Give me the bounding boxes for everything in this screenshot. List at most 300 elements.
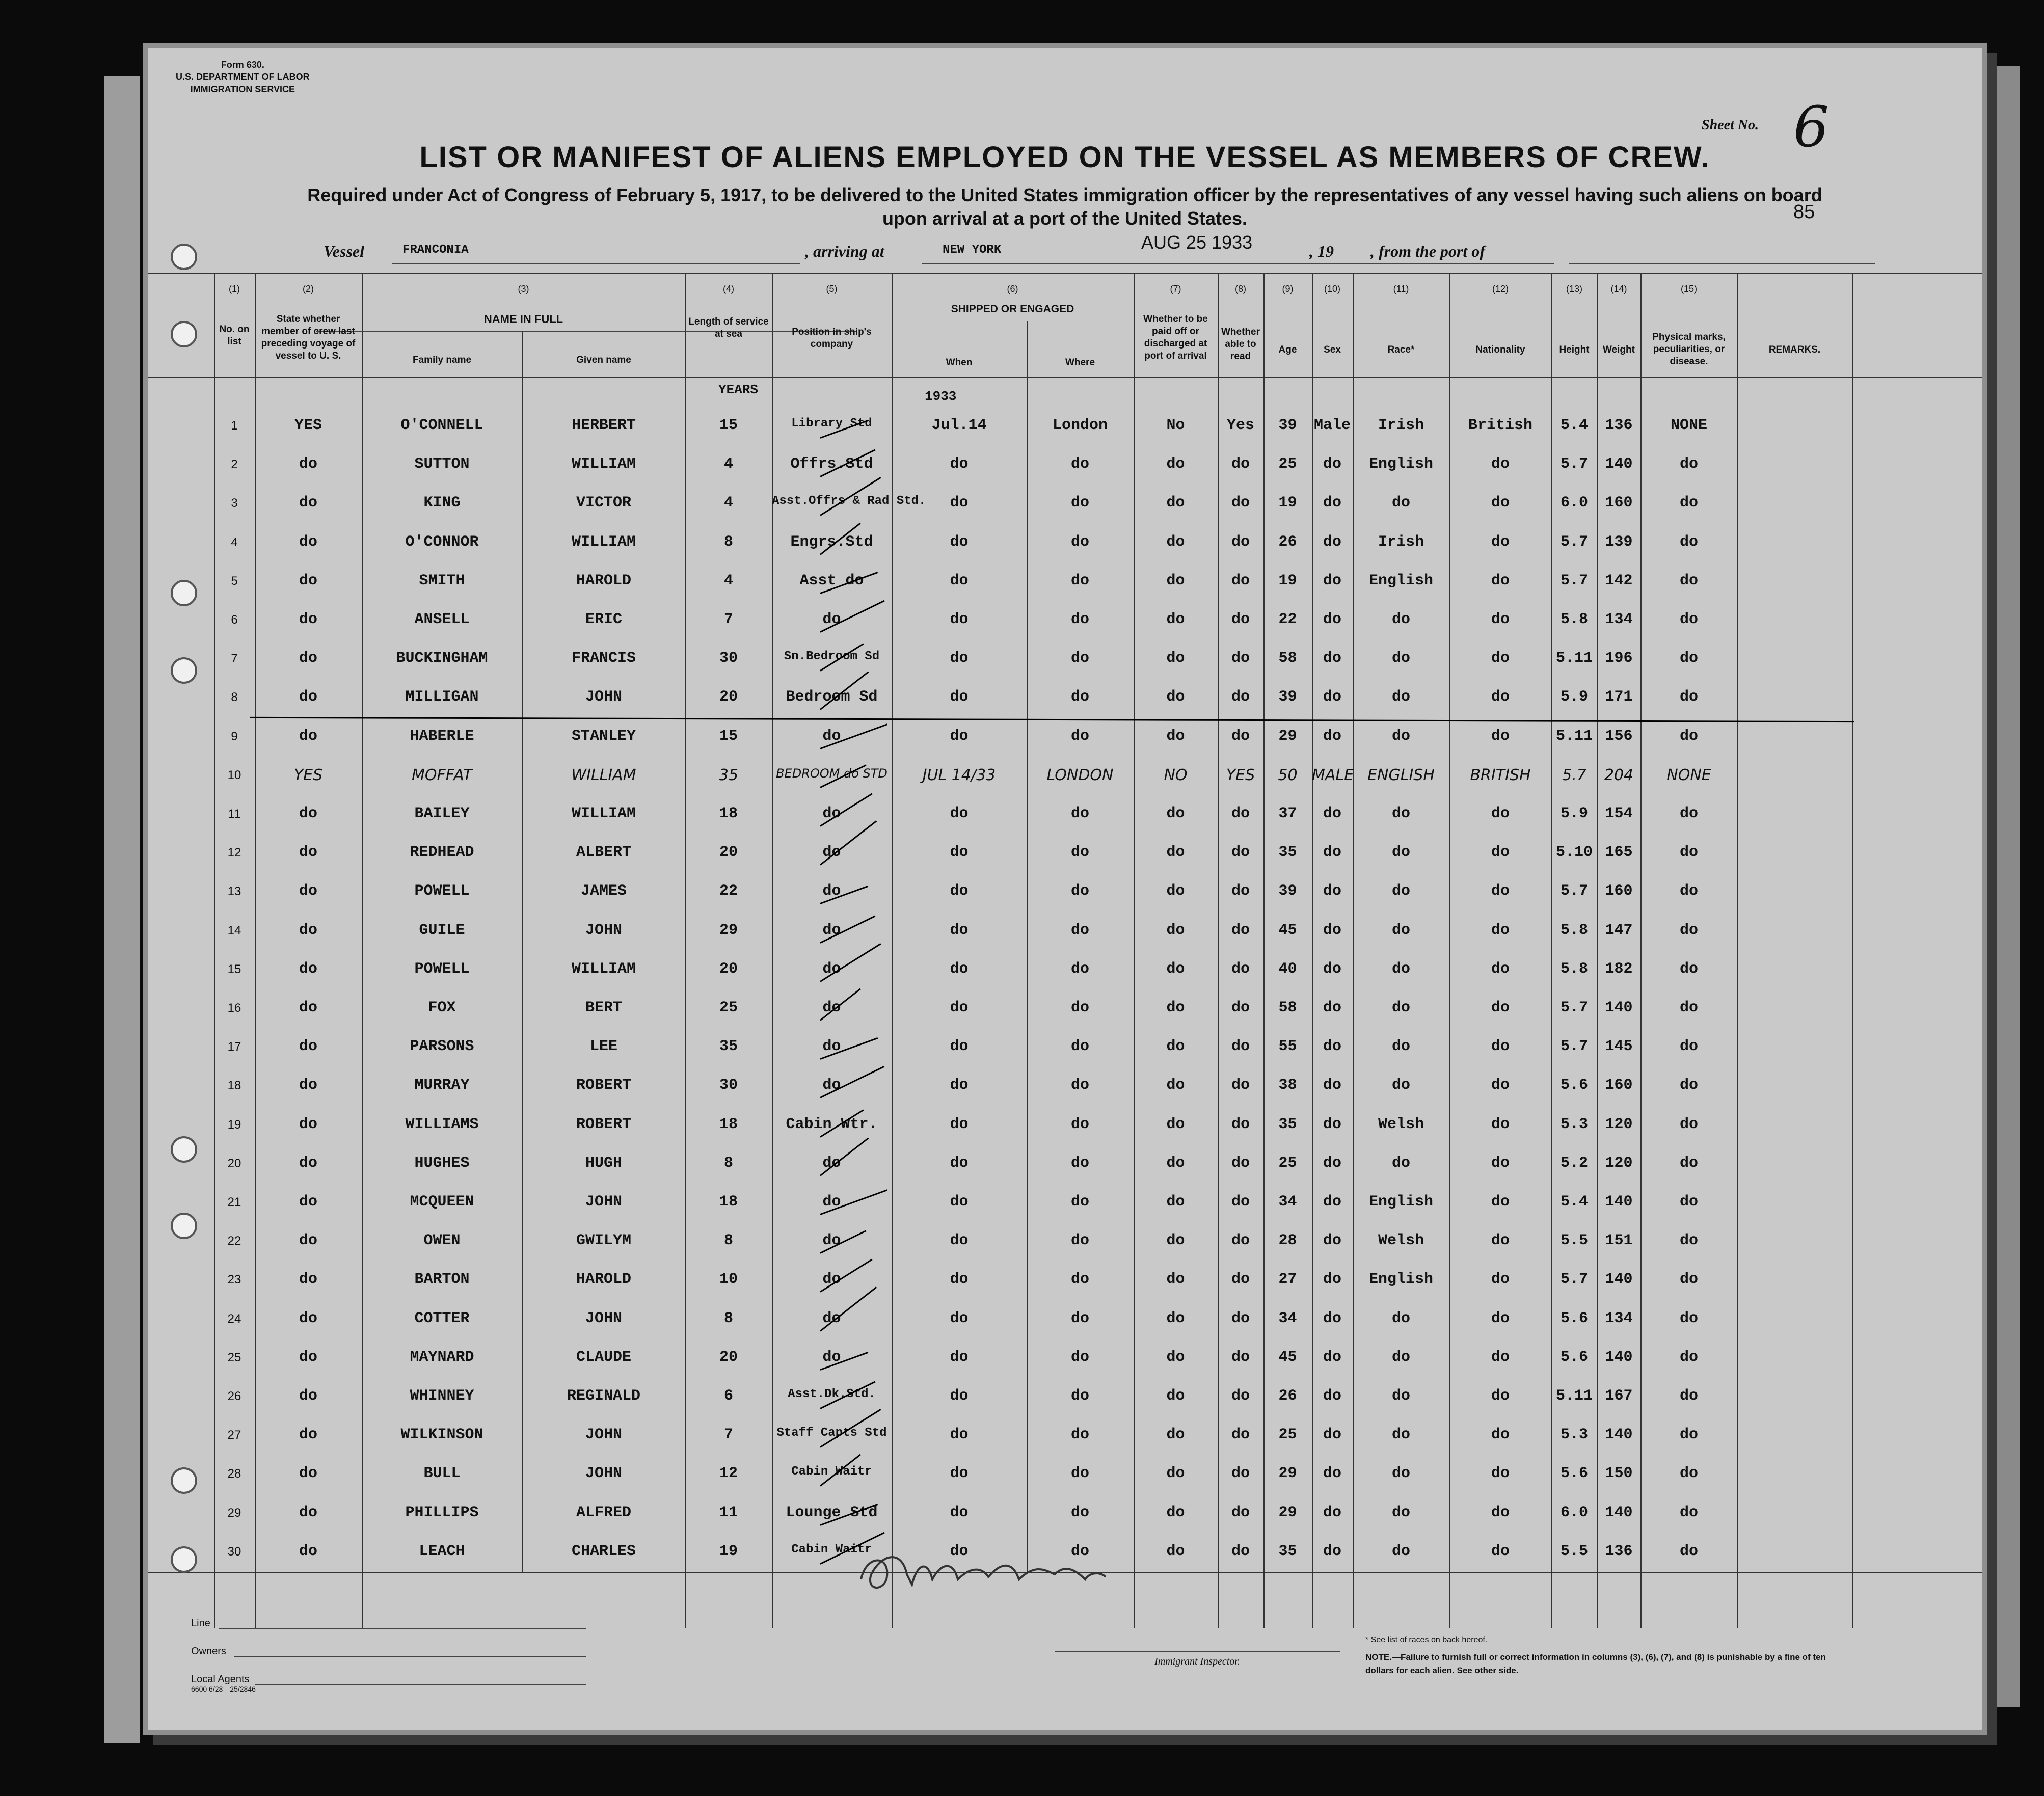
header-paid-off: Whether to be paid off or discharged at port of arrival xyxy=(1143,314,1208,361)
cell-weight: 140 xyxy=(1605,455,1633,473)
table-row xyxy=(148,1145,1982,1184)
cell-length: 18 xyxy=(719,805,738,822)
cell-read: do xyxy=(1231,921,1250,939)
cell-where: do xyxy=(1070,494,1089,512)
table-row xyxy=(148,835,1982,873)
cell-no: 30 xyxy=(227,1544,241,1559)
cell-marks: do xyxy=(1679,455,1698,473)
cell-family: BAILEY xyxy=(414,805,470,822)
cell-paid: do xyxy=(1166,455,1185,473)
cell-where: do xyxy=(1070,1387,1089,1405)
cell-where: do xyxy=(1070,921,1089,939)
table-row xyxy=(148,718,1982,757)
cell-no: 4 xyxy=(231,535,238,549)
cell-sex: do xyxy=(1323,1542,1341,1560)
table-row xyxy=(148,873,1982,912)
cell-family: POWELL xyxy=(414,960,470,978)
cell-given: BERT xyxy=(585,999,622,1016)
cell-given: LEE xyxy=(589,1038,617,1056)
cell-sex: do xyxy=(1323,882,1341,900)
cell-nat: do xyxy=(1491,1465,1510,1483)
cell-nat: do xyxy=(1491,1193,1510,1211)
cell-no: 7 xyxy=(231,652,238,666)
cell-no: 16 xyxy=(227,1001,241,1015)
cell-race: English xyxy=(1368,455,1434,473)
cell-nat: do xyxy=(1491,611,1510,628)
cell-weight: 120 xyxy=(1605,1154,1633,1172)
cell-read: do xyxy=(1231,688,1250,706)
cell-sex: do xyxy=(1323,1193,1341,1211)
cell-when: do xyxy=(950,1309,969,1327)
cell-nat: do xyxy=(1491,960,1510,978)
cell-nat: do xyxy=(1491,805,1510,822)
cell-position: Cabin Waitr xyxy=(791,1465,872,1479)
cell-weight: 140 xyxy=(1605,1504,1633,1521)
cell-paid: do xyxy=(1166,688,1185,706)
cell-where: LONDON xyxy=(1046,766,1114,784)
cell-race: do xyxy=(1391,1077,1410,1094)
cell-marks: do xyxy=(1679,1504,1698,1521)
cell-age: 38 xyxy=(1278,1077,1297,1094)
cell-read: do xyxy=(1231,1465,1250,1483)
cell-state: do xyxy=(299,1465,317,1483)
cell-age: 55 xyxy=(1278,1038,1297,1056)
cell-height: 5.10 xyxy=(1555,844,1593,862)
cell-race: do xyxy=(1391,1426,1410,1444)
cell-length: 20 xyxy=(719,1348,738,1366)
cell-family: WILLIAMS xyxy=(405,1115,479,1133)
footer-agents-rule xyxy=(255,1684,586,1685)
cell-race: Welsh xyxy=(1378,1115,1424,1133)
cell-age: 39 xyxy=(1278,417,1297,434)
cell-where: do xyxy=(1070,455,1089,473)
colnum-4: (4) xyxy=(723,284,734,294)
cell-height: 5.6 xyxy=(1560,1348,1588,1366)
cell-no: 11 xyxy=(228,807,241,821)
cell-no: 2 xyxy=(231,458,238,472)
binder-hole xyxy=(171,1467,197,1494)
cell-given: HERBERT xyxy=(571,417,636,434)
cell-where: do xyxy=(1070,1077,1089,1094)
cell-paid: do xyxy=(1166,533,1185,551)
cell-when: JUL 14/33 xyxy=(922,766,996,784)
cell-where: London xyxy=(1052,417,1108,434)
cell-race: do xyxy=(1391,1504,1410,1521)
cell-family: MCQUEEN xyxy=(410,1193,474,1211)
cell-marks: do xyxy=(1679,1232,1698,1250)
cell-when: do xyxy=(950,1232,969,1250)
colnum-7: (7) xyxy=(1170,284,1181,294)
table-row xyxy=(148,524,1982,562)
cell-length: 30 xyxy=(719,650,738,667)
cell-position: do xyxy=(822,844,841,862)
cell-read: do xyxy=(1231,882,1250,900)
cell-race: do xyxy=(1391,688,1410,706)
cell-read: do xyxy=(1231,1193,1250,1211)
cell-given: WILLIAM xyxy=(571,533,636,551)
cell-position: do xyxy=(822,921,841,939)
cell-height: 5.3 xyxy=(1560,1426,1588,1444)
cell-sex: do xyxy=(1323,1426,1341,1444)
cell-age: 39 xyxy=(1278,688,1297,706)
table-row xyxy=(148,640,1982,679)
cell-length: 35 xyxy=(718,766,739,784)
cell-no: 17 xyxy=(227,1040,241,1054)
cell-nat: do xyxy=(1491,882,1510,900)
colnum-3: (3) xyxy=(518,284,529,294)
cell-weight: 145 xyxy=(1605,1038,1633,1056)
cell-read: Yes xyxy=(1226,417,1254,434)
cell-marks: do xyxy=(1679,1465,1698,1483)
form-number: Form 630. xyxy=(221,60,264,70)
cell-sex: do xyxy=(1323,1271,1341,1289)
cell-paid: do xyxy=(1166,650,1185,667)
cell-race: do xyxy=(1391,1154,1410,1172)
cell-read: do xyxy=(1231,650,1250,667)
cell-race: do xyxy=(1391,650,1410,667)
cell-length: 6 xyxy=(723,1387,733,1405)
cell-where: do xyxy=(1070,844,1089,862)
cell-nat: do xyxy=(1491,533,1510,551)
cell-family: COTTER xyxy=(414,1309,470,1327)
cell-marks: do xyxy=(1679,1426,1698,1444)
table-row xyxy=(148,913,1982,951)
cell-given: WILLIAM xyxy=(571,766,636,784)
cell-marks: do xyxy=(1679,1348,1698,1366)
cell-race: English xyxy=(1368,1271,1434,1289)
cell-no: 15 xyxy=(227,962,241,976)
cell-nat: do xyxy=(1491,727,1510,745)
inspector-signature xyxy=(851,1544,1116,1600)
cell-no: 19 xyxy=(227,1117,241,1132)
header-given-name: Given name xyxy=(576,355,631,365)
cell-length: 19 xyxy=(719,1542,738,1560)
cell-state: do xyxy=(299,1309,317,1327)
cell-race: do xyxy=(1391,1038,1410,1056)
cell-nat: do xyxy=(1491,1038,1510,1056)
cell-family: BUCKINGHAM xyxy=(396,650,488,667)
cell-family: SUTTON xyxy=(414,455,470,473)
cell-length: 20 xyxy=(719,688,738,706)
cell-nat: do xyxy=(1491,1154,1510,1172)
cell-length: 4 xyxy=(723,494,733,512)
cell-length: 20 xyxy=(719,960,738,978)
cell-given: ROBERT xyxy=(576,1077,632,1094)
cell-race: ENGLISH xyxy=(1367,766,1435,784)
cell-given: WILLIAM xyxy=(571,960,636,978)
cell-given: ALBERT xyxy=(576,844,632,862)
cell-given: ERIC xyxy=(585,611,622,628)
cell-weight: 165 xyxy=(1605,844,1633,862)
cell-no: 14 xyxy=(227,923,241,937)
cell-state: do xyxy=(299,572,317,589)
table-row xyxy=(148,1301,1982,1339)
cell-no: 1 xyxy=(231,419,238,433)
cell-read: do xyxy=(1231,805,1250,822)
table-row xyxy=(148,679,1982,717)
cell-age: 58 xyxy=(1278,999,1297,1016)
cell-state: do xyxy=(299,960,317,978)
cell-no: 22 xyxy=(227,1234,241,1248)
cell-when: do xyxy=(950,688,969,706)
cell-weight: 136 xyxy=(1605,1542,1633,1560)
binder-hole xyxy=(171,321,197,347)
header-shipped-engaged: SHIPPED OR ENGAGED xyxy=(951,303,1074,315)
header-read: Whether able to read xyxy=(1221,327,1260,362)
table-row xyxy=(148,1184,1982,1222)
cell-marks: do xyxy=(1679,1271,1698,1289)
cell-family: MURRAY xyxy=(414,1077,470,1094)
cell-when: do xyxy=(950,533,969,551)
manifest-sheet xyxy=(148,48,1982,1730)
footer-owners-label: Owners xyxy=(191,1646,226,1657)
port-underline xyxy=(922,263,1554,264)
cell-nat: do xyxy=(1491,844,1510,862)
cell-height: 5.4 xyxy=(1560,417,1588,434)
cell-given: HUGH xyxy=(585,1154,622,1172)
cell-state: YES xyxy=(294,417,322,434)
cell-when: do xyxy=(950,882,969,900)
cell-height: 5.8 xyxy=(1560,611,1588,628)
cell-state: do xyxy=(299,1387,317,1405)
cell-nat: do xyxy=(1491,1077,1510,1094)
cell-no: 29 xyxy=(227,1506,241,1520)
cell-race: do xyxy=(1391,882,1410,900)
cell-paid: do xyxy=(1166,1115,1185,1133)
cell-where: do xyxy=(1070,1154,1089,1172)
cell-weight: 139 xyxy=(1605,533,1633,551)
cell-age: 35 xyxy=(1278,1115,1297,1133)
cell-length: 12 xyxy=(719,1465,738,1483)
cell-height: 5.6 xyxy=(1560,1309,1588,1327)
cell-sex: do xyxy=(1323,1077,1341,1094)
cell-height: 5.8 xyxy=(1560,921,1588,939)
penalty-note: NOTE.—Failure to furnish full or correct information in columns (3), (6), (7), and (8) is punishable by a fine of ten dollars for each alien. See other side. xyxy=(1365,1652,1826,1675)
cell-marks: do xyxy=(1679,999,1698,1016)
table-row xyxy=(148,1417,1982,1455)
year-1933: 1933 xyxy=(925,389,957,404)
cell-position: do xyxy=(822,727,841,745)
cell-age: 28 xyxy=(1278,1232,1297,1250)
cell-no: 18 xyxy=(227,1079,241,1093)
cell-height: 5.7 xyxy=(1560,882,1588,900)
cell-where: do xyxy=(1070,999,1089,1016)
table-row xyxy=(148,602,1982,640)
header-age: Age xyxy=(1278,344,1297,355)
cell-sex: do xyxy=(1323,1348,1341,1366)
cell-weight: 156 xyxy=(1605,727,1633,745)
cell-where: do xyxy=(1070,572,1089,589)
table-row xyxy=(148,990,1982,1028)
cell-when: do xyxy=(950,455,969,473)
cell-weight: 204 xyxy=(1604,766,1634,784)
binder-hole xyxy=(171,1213,197,1239)
cell-when: do xyxy=(950,1077,969,1094)
cell-height: 5.4 xyxy=(1560,1193,1588,1211)
cell-paid: do xyxy=(1166,1077,1185,1094)
cell-sex: do xyxy=(1323,650,1341,667)
cell-sex: do xyxy=(1323,1504,1341,1521)
inspector-rule xyxy=(1055,1651,1340,1652)
header-height: Height xyxy=(1559,344,1590,355)
cell-paid: do xyxy=(1166,1309,1185,1327)
cell-length: 29 xyxy=(719,921,738,939)
cell-marks: do xyxy=(1679,921,1698,939)
cell-given: HAROLD xyxy=(576,572,632,589)
cell-height: 5.9 xyxy=(1560,688,1588,706)
cell-state: do xyxy=(299,921,317,939)
cell-paid: do xyxy=(1166,572,1185,589)
cell-position: do xyxy=(822,1348,841,1366)
table-row xyxy=(148,951,1982,989)
cell-given: JOHN xyxy=(585,921,622,939)
header-no: No. on list xyxy=(219,324,250,347)
sheet-label: Sheet No. xyxy=(1702,117,1759,133)
cell-sex: Male xyxy=(1313,417,1351,434)
cell-no: 6 xyxy=(231,613,238,627)
footer-line-rule xyxy=(219,1628,586,1629)
cell-height: 5.2 xyxy=(1560,1154,1588,1172)
cell-race: Irish xyxy=(1378,417,1424,434)
cell-position: Sn.Bedroom Sd xyxy=(784,650,880,664)
cell-sex: do xyxy=(1323,805,1341,822)
cell-race: do xyxy=(1391,1542,1410,1560)
cell-position: do xyxy=(822,611,841,628)
table-row xyxy=(148,446,1982,485)
table-row xyxy=(148,563,1982,601)
cell-given: JOHN xyxy=(585,1465,622,1483)
cell-position: do xyxy=(822,1271,841,1289)
cell-when: do xyxy=(950,999,969,1016)
header-length-of-service: Length of service at sea xyxy=(688,316,769,339)
cell-weight: 142 xyxy=(1605,572,1633,589)
cell-position: do xyxy=(822,1193,841,1211)
table-row xyxy=(148,485,1982,523)
table-row xyxy=(148,1456,1982,1494)
colnum-11: (11) xyxy=(1393,284,1409,294)
cell-race: do xyxy=(1391,1348,1410,1366)
cell-when: do xyxy=(950,921,969,939)
cell-no: 12 xyxy=(227,846,241,860)
cell-sex: do xyxy=(1323,688,1341,706)
cell-position: Lounge Std xyxy=(786,1504,878,1521)
cell-state: do xyxy=(299,688,317,706)
cell-height: 5.7 xyxy=(1560,1271,1588,1289)
cell-age: 50 xyxy=(1278,766,1298,784)
cell-where: do xyxy=(1070,960,1089,978)
cell-age: 29 xyxy=(1278,1504,1297,1521)
cell-age: 45 xyxy=(1278,921,1297,939)
cell-height: 5.11 xyxy=(1555,650,1593,667)
colnum-5: (5) xyxy=(826,284,838,294)
cell-where: do xyxy=(1070,1232,1089,1250)
cell-sex: do xyxy=(1323,572,1341,589)
cell-race: Welsh xyxy=(1378,1232,1424,1250)
cell-marks: do xyxy=(1679,727,1698,745)
header-position: Position in ship's company xyxy=(792,327,872,350)
header-family-name: Family name xyxy=(412,355,472,365)
cell-nat: do xyxy=(1491,1115,1510,1133)
table-row xyxy=(148,1262,1982,1300)
cell-no: 27 xyxy=(227,1428,241,1442)
cell-race: English xyxy=(1368,572,1434,589)
cell-given: JAMES xyxy=(580,882,627,900)
cell-age: 29 xyxy=(1278,727,1297,745)
cell-nat: do xyxy=(1491,688,1510,706)
cell-when: do xyxy=(950,1387,969,1405)
cell-sex: do xyxy=(1323,999,1341,1016)
cell-weight: 140 xyxy=(1605,1348,1633,1366)
cell-nat: do xyxy=(1491,1387,1510,1405)
cell-marks: do xyxy=(1679,494,1698,512)
cell-position: Asst.Offrs & Rad Std. xyxy=(772,494,926,508)
cell-weight: 150 xyxy=(1605,1465,1633,1483)
years-label: YEARS xyxy=(718,382,759,397)
cell-paid: do xyxy=(1166,1193,1185,1211)
cell-state: do xyxy=(299,1504,317,1521)
header-name-in-full: NAME IN FULL xyxy=(483,313,563,326)
cell-weight: 136 xyxy=(1605,417,1633,434)
department: U.S. DEPARTMENT OF LABOR xyxy=(176,72,310,82)
cell-sex: do xyxy=(1323,1232,1341,1250)
cell-race: Irish xyxy=(1378,533,1424,551)
cell-height: 5.5 xyxy=(1560,1232,1588,1250)
cell-nat: do xyxy=(1491,1504,1510,1521)
cell-family: LEACH xyxy=(419,1542,465,1560)
cell-length: 35 xyxy=(719,1038,738,1056)
cell-marks: NONE xyxy=(1666,766,1711,784)
colnum-1: (1) xyxy=(229,284,240,294)
cell-paid: do xyxy=(1166,805,1185,822)
cell-paid: do xyxy=(1166,1465,1185,1483)
cell-given: WILLIAM xyxy=(571,805,636,822)
cell-marks: do xyxy=(1679,1038,1698,1056)
cell-where: do xyxy=(1070,1542,1089,1560)
cell-read: do xyxy=(1231,1348,1250,1366)
cell-weight: 140 xyxy=(1605,1193,1633,1211)
year-label: , 19 xyxy=(1309,242,1334,260)
cell-length: 8 xyxy=(723,1309,733,1327)
cell-age: 19 xyxy=(1278,572,1297,589)
colnum-9: (9) xyxy=(1282,284,1294,294)
header-nationality: Nationality xyxy=(1475,344,1525,355)
cell-where: do xyxy=(1070,1271,1089,1289)
cell-family: BARTON xyxy=(414,1271,470,1289)
service: IMMIGRATION SERVICE xyxy=(190,84,295,94)
cell-age: 22 xyxy=(1278,611,1297,628)
cell-where: do xyxy=(1070,1504,1089,1521)
cell-paid: do xyxy=(1166,1271,1185,1289)
cell-sex: do xyxy=(1323,1309,1341,1327)
footer-print-code: 6600 6/28—25/2846 xyxy=(191,1685,256,1693)
cell-state: do xyxy=(299,999,317,1016)
cell-given: REGINALD xyxy=(567,1387,641,1405)
cell-height: 5.11 xyxy=(1555,727,1593,745)
cell-weight: 196 xyxy=(1605,650,1633,667)
manifest-subtitle: Required under Act of Congress of February 5, 1917, to be delivered to the United States immigration officer by the representatives of any vessel having such aliens on board upon arrival at a port of the United States. xyxy=(307,184,1822,229)
cell-no: 23 xyxy=(227,1273,241,1287)
cell-state: do xyxy=(299,1038,317,1056)
cell-weight: 120 xyxy=(1605,1115,1633,1133)
cell-marks: do xyxy=(1679,1077,1698,1094)
cell-state: do xyxy=(299,1077,317,1094)
cell-family: POWELL xyxy=(414,882,470,900)
cell-paid: do xyxy=(1166,1542,1185,1560)
cell-read: do xyxy=(1231,1542,1250,1560)
cell-position: do xyxy=(822,999,841,1016)
cell-age: 35 xyxy=(1278,1542,1297,1560)
cell-marks: do xyxy=(1679,611,1698,628)
